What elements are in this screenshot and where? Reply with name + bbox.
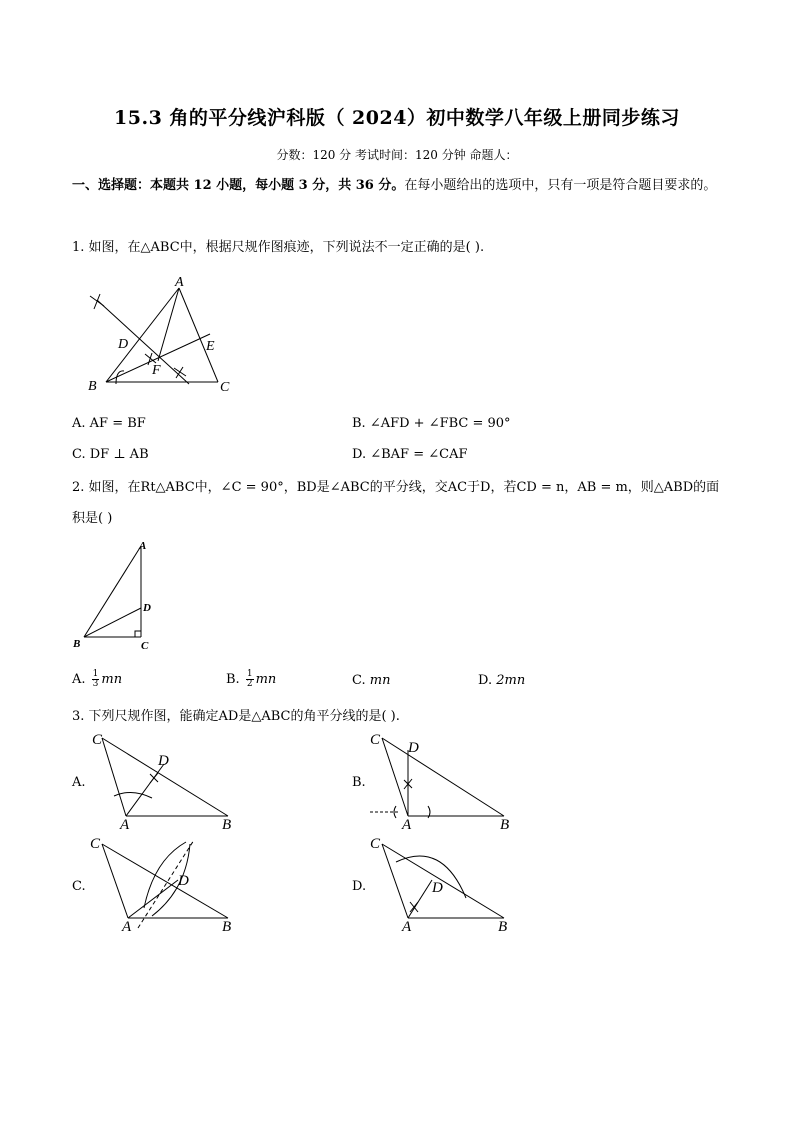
svg-text:C: C [92, 732, 103, 748]
svg-text:C: C [370, 732, 381, 748]
svg-text:D: D [158, 753, 169, 769]
q1-label-d: D [118, 337, 129, 352]
q2-option-b: B. $\frac{1}{2}$ mn [226, 669, 277, 689]
q2-label-c: C [141, 640, 149, 652]
question-2-text: 2. 如图，在Rt△ABC中，∠C = 90°，BD是∠ABC的平分线，交AC于D，若CD = n，AB = m，则△ABD的面积是( ) [72, 480, 720, 526]
q3-option-c-letter: C. [72, 879, 86, 894]
q3a-line-ad [126, 764, 164, 816]
q1-label-f: F [152, 363, 161, 378]
q3d-line-ad [408, 880, 432, 918]
svg-text:B: B [222, 817, 232, 833]
section-title-rest: 在每小题给出的选项中，只有一项是符合题目要求的。 [404, 178, 717, 193]
q3-option-d-letter: D. [352, 879, 367, 894]
exam-info: 分数：120 分 考试时间：120 分钟 命题人： [276, 148, 518, 162]
svg-text:C: C [370, 836, 381, 852]
q1-option-b: B. ∠AFD + ∠FBC = 90° [352, 416, 511, 431]
q1-option-c: C. DF ⊥ AB [72, 447, 149, 462]
svg-text:C: C [90, 836, 101, 852]
q2-label-a: A [139, 540, 147, 552]
q2-label-d: D [143, 602, 151, 614]
q1-side-ab [106, 288, 179, 382]
q3-figure-d [362, 830, 522, 938]
q1-label-a: A [175, 275, 184, 290]
q1-side-ac [179, 288, 218, 382]
q2-option-d: D. 2mn [478, 673, 526, 688]
svg-text:A: A [122, 919, 132, 935]
q3-option-b-letter: B. [352, 775, 366, 790]
q2-side-ab [84, 546, 141, 637]
q3-option-a-letter: A. [72, 775, 86, 790]
svg-text:A: A [402, 817, 412, 833]
q1-option-d: D. ∠BAF = ∠CAF [352, 447, 468, 462]
q3c-line-ad [128, 880, 178, 918]
q1-perp-bisector [97, 300, 189, 384]
q1-label-b: B [88, 379, 97, 394]
svg-text:A: A [120, 817, 130, 833]
q2-option-a: A. $\frac{1}{3}$ mn [72, 669, 123, 689]
svg-text:B: B [498, 919, 508, 935]
q1-option-a: A. AF = BF [72, 416, 146, 431]
question-1-figure [72, 272, 242, 397]
q1-label-e: E [206, 339, 215, 354]
q3-figure-a [86, 728, 246, 833]
q2-label-b: B [73, 638, 81, 650]
q1-label-c: C [220, 380, 230, 395]
svg-text:D: D [408, 740, 419, 756]
svg-text:B: B [500, 817, 510, 833]
q3-figure-c [86, 830, 246, 938]
svg-text:D: D [178, 873, 189, 889]
question-2-figure [72, 536, 162, 656]
svg-text:D: D [432, 880, 443, 896]
q1-arc-mark-1 [90, 294, 104, 309]
svg-text:A: A [402, 919, 412, 935]
q2-right-angle-mark [135, 631, 141, 637]
question-1-text: 1. 如图，在△ABC中，根据尺规作图痕迹，下列说法不一定正确的是( ). [72, 240, 485, 255]
svg-text:B: B [222, 919, 232, 935]
page-title: 15.3 角的平分线沪科版（ 2024）初中数学八年级上册同步练习 [114, 107, 680, 129]
section-title-bold: 一、选择题：本题共 12 小题，每小题 3 分，共 36 分。 [72, 178, 405, 193]
q3-figure-b [362, 728, 522, 833]
question-3-text: 3. 下列尺规作图，能确定AD是△ABC的角平分线的是( ). [72, 709, 400, 724]
q2-option-c: C. mn [352, 673, 391, 688]
section-heading [72, 170, 726, 201]
